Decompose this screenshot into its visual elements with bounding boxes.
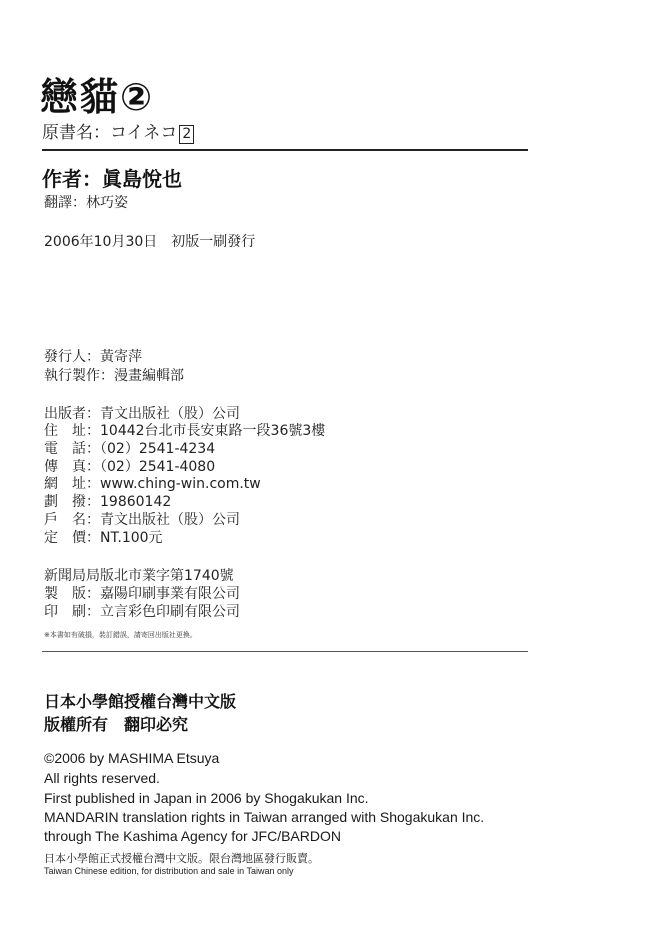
rights-statement: 版權所有 翻印必究 — [44, 715, 189, 734]
author-credit: 作者：眞島悅也 — [42, 167, 182, 191]
postal-account: 劃 撥：19860142 — [44, 494, 172, 510]
header-divider — [42, 149, 528, 151]
original-title-volume: 2 — [179, 125, 194, 144]
original-title-label: 原書名：コイネコ — [42, 123, 178, 143]
printer: 印 刷：立言彩色印刷有限公司 — [44, 604, 240, 620]
agency-line: through The Kashima Agency for JFC/BARDON — [44, 828, 341, 844]
registration-number: 新聞局局版北市業字第1740號 — [44, 568, 234, 584]
publisher-address: 住 址：10442台北市長安東路一段36號3樓 — [44, 423, 326, 439]
edition-note-english: Taiwan Chinese edition, for distribution and sale in Taiwan only — [44, 866, 294, 876]
rights-reserved: All rights reserved. — [44, 770, 160, 786]
publisher-person: 發行人：黃寄萍 — [44, 349, 142, 365]
defect-note: ※本書如有破損，裝訂錯誤，請寄回出版社更換。 — [44, 631, 197, 639]
section-divider — [42, 651, 528, 652]
publisher-name: 出版者：青文出版社（股）公司 — [44, 406, 240, 422]
executive-production: 執行製作：漫畫編輯部 — [44, 368, 184, 384]
book-title: 戀貓② — [40, 75, 155, 119]
price: 定 價：NT.100元 — [44, 530, 163, 546]
translator-credit: 翻譯：林巧姿 — [44, 195, 128, 211]
license-statement: 日本小學館授權台灣中文版 — [44, 692, 237, 711]
translation-rights: MANDARIN translation rights in Taiwan arranged with Shogakukan Inc. — [44, 809, 485, 825]
publisher-fax: 傳 真：（02）2541-4080 — [44, 459, 216, 475]
publisher-website: 網 址：www.ching-win.com.tw — [44, 476, 261, 492]
account-name: 戶 名：青文出版社（股）公司 — [44, 512, 240, 528]
edition-date: 2006年10月30日 初版一刷發行 — [44, 234, 256, 250]
first-published: First published in Japan in 2006 by Shogakukan Inc. — [44, 790, 369, 806]
edition-note-chinese: 日本小學館正式授權台灣中文版。限台灣地區發行販賣。 — [44, 852, 319, 865]
plate-maker: 製 版：嘉陽印刷事業有限公司 — [44, 586, 240, 602]
copyright-line: ©2006 by MASHIMA Etsuya — [44, 750, 220, 766]
original-title — [42, 118, 194, 144]
publisher-phone: 電 話：（02）2541-4234 — [44, 441, 216, 457]
